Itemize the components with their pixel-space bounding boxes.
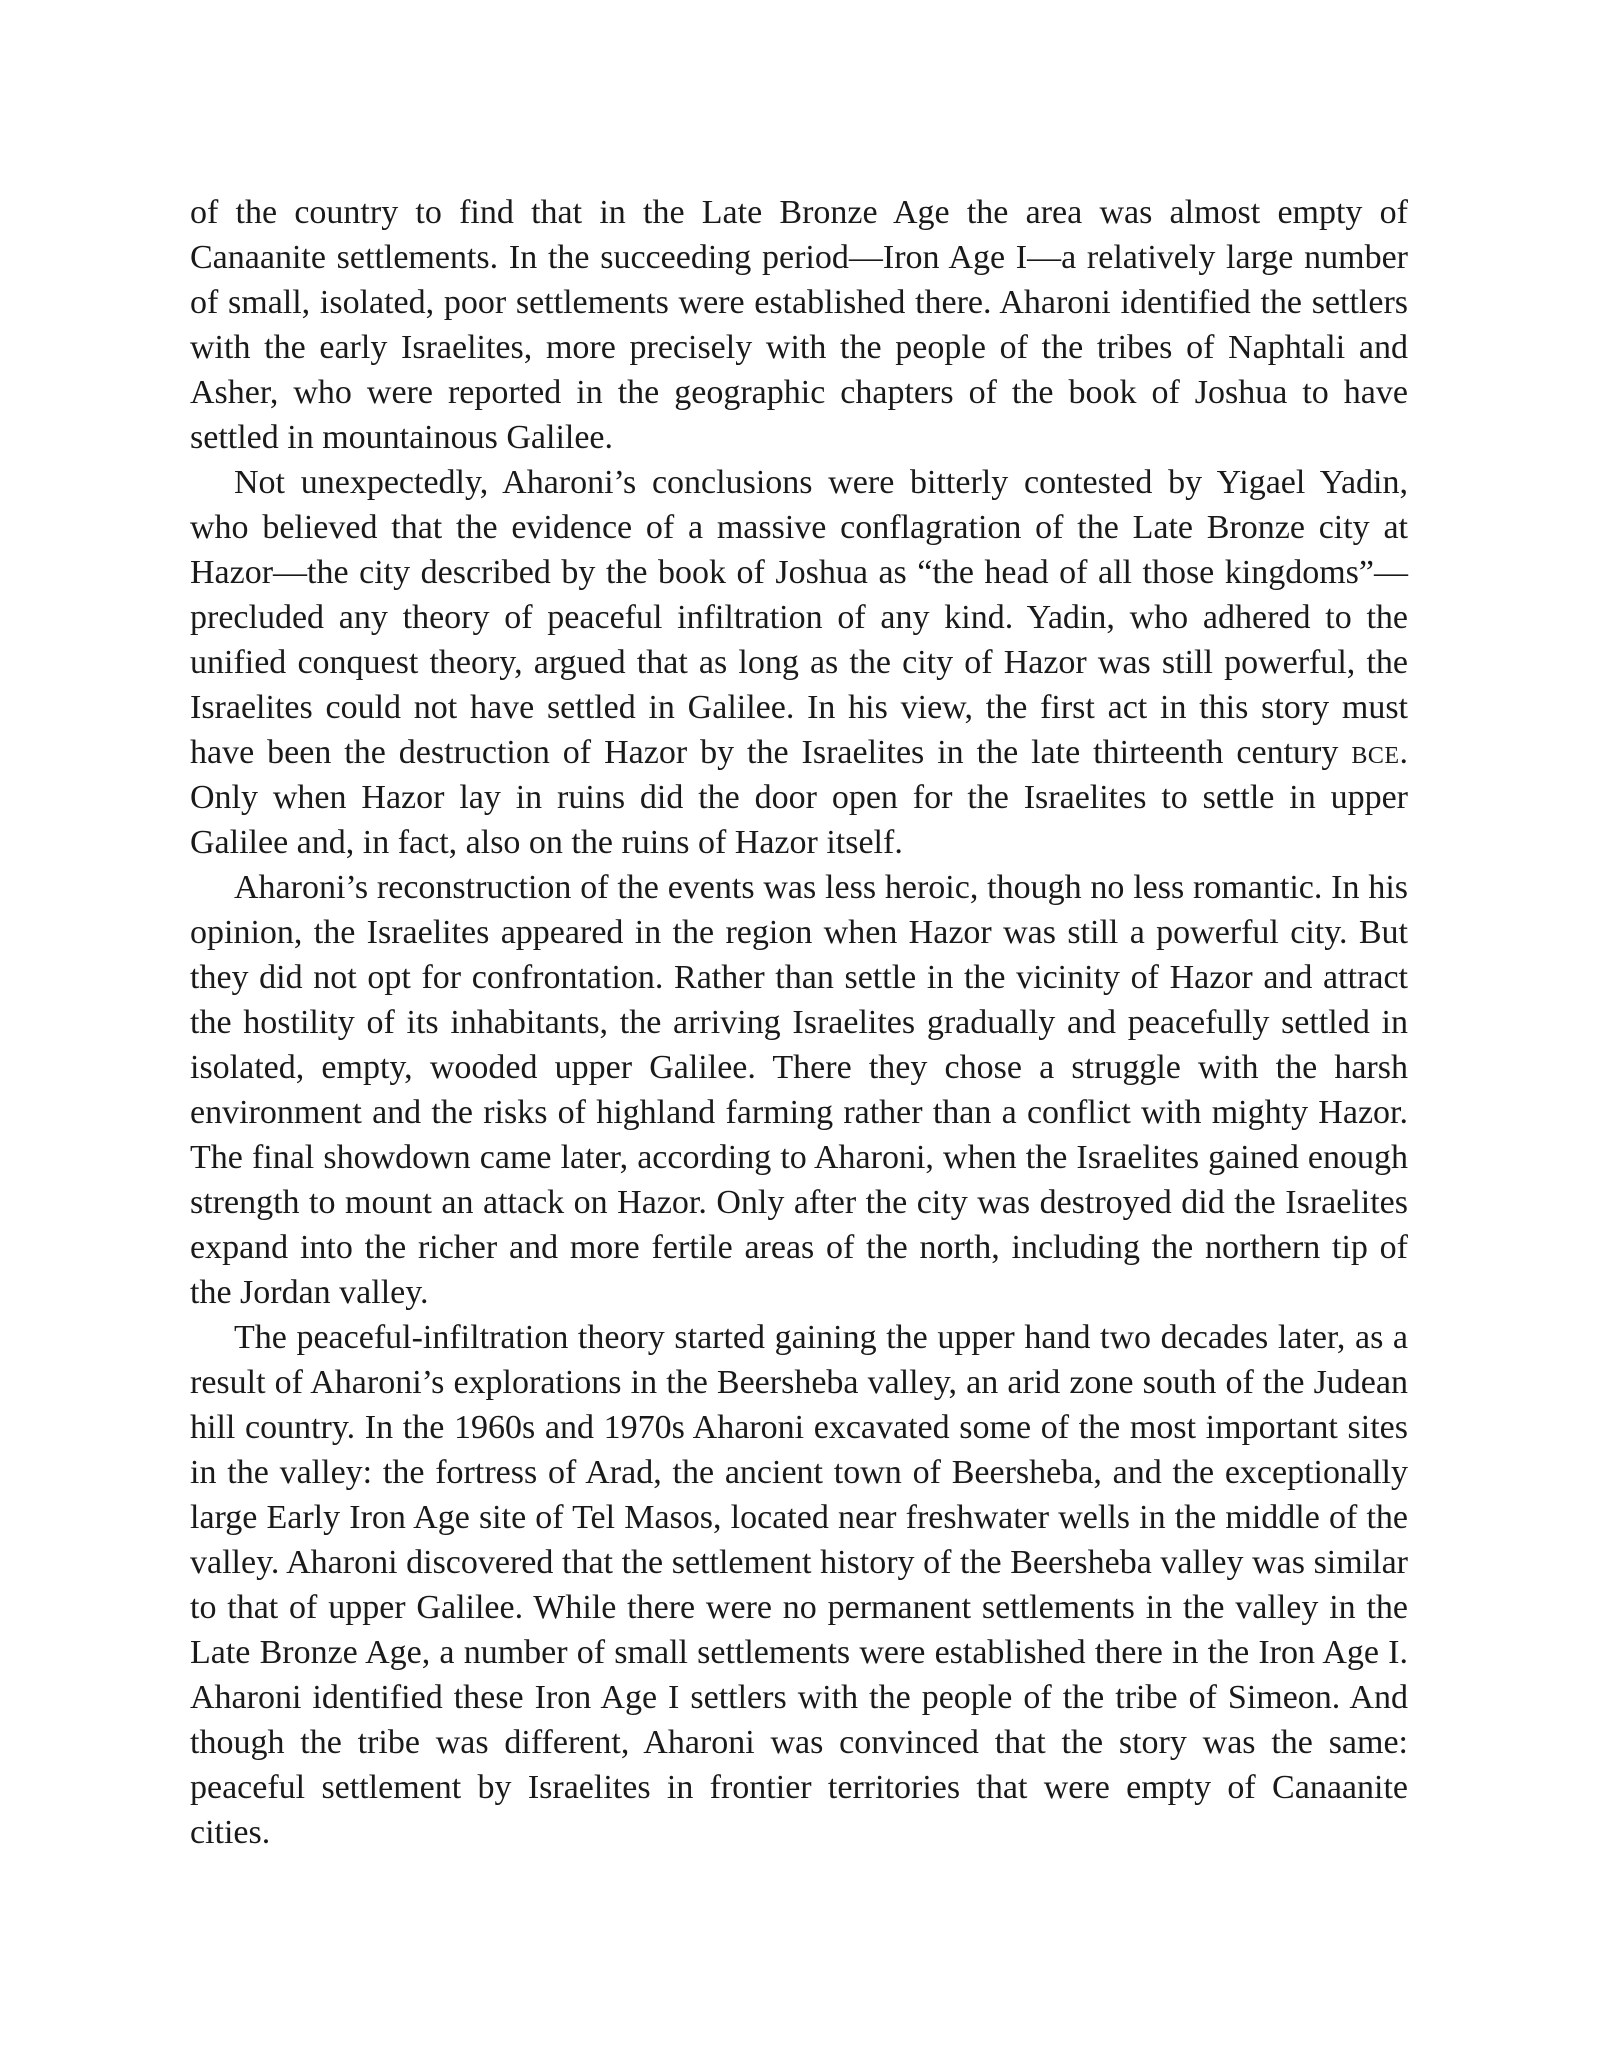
era-abbreviation: bce — [1351, 734, 1400, 771]
paragraph-peaceful-infiltration: The peaceful-infiltration theory started gaining the upper hand two decades later, as a result of Aharoni’s explorations in the Beersheba valley, an arid zone south of the Judean hill country. In the 1960s and 1970s Aharoni excavated some of the most important sites in the valley: the fortress of Arad, the ancient town of Beersheba, and the exceptionally large Early Iron Age site of Tel Masos, located near freshwater wells in the middle of the valley. Aharoni discovered that the settlement history of the Beersheba valley was similar to that of upper Galilee. While there were no permanent settlements in the valley in the Late Bronze Age, a number of small settlements were established there in the Iron Age I. Aharoni identified these Iron Age I settlers with the people of the tribe of Simeon. And though the tribe was different, Aharoni was convinced that the story was the same: peaceful settlement by Israelites in frontier territories that were empty of Canaanite cities. — [190, 1319, 1408, 1851]
page-body — [190, 190, 1408, 1855]
paragraph-yadin — [190, 460, 1408, 865]
paragraph-yadin-text-after: . Only when Hazor lay in ruins did the door open for the Israelites to settle in upper Galilee and, in fact, also on the ruins of Hazor itself. — [190, 734, 1408, 861]
paragraph-yadin-text-before: Not unexpectedly, Aharoni’s conclusions were bitterly contested by Yigael Yadin, who believed that the evidence of a massive conflagration of the Late Bronze city at Hazor—the city described by the book of Joshua as “the head of all those kingdoms”—precluded any theory of peaceful infiltration of any kind. Yadin, who adhered to the unified conquest theory, argued that as long as the city of Hazor was still powerful, the Israelites could not have settled in Galilee. In his view, the first act in this story must have been the destruction of Hazor by the Israelites in the late thirteenth century — [190, 464, 1408, 771]
paragraph-continuation: of the country to find that in the Late Bronze Age the area was almost empty of Canaanite settlements. In the succeeding period—Iron Age I—a relatively large number of small, isolated, poor settlements were established there. Aharoni identified the settlers with the early Israelites, more precisely with the people of the tribes of Naphtali and Asher, who were reported in the geographic chapters of the book of Joshua to have settled in mountainous Galilee. — [190, 194, 1408, 456]
paragraph-aharoni-reconstruction: Aharoni’s reconstruction of the events was less heroic, though no less romantic. In his opinion, the Israelites appeared in the region when Hazor was still a powerful city. But they did not opt for confrontation. Rather than settle in the vicinity of Hazor and attract the hostility of its inhabitants, the arriving Israelites gradually and peacefully settled in isolated, empty, wooded upper Galilee. There they chose a struggle with the harsh environment and the risks of highland farming rather than a conflict with mighty Hazor. The final showdown came later, according to Aharoni, when the Israelites gained enough strength to mount an attack on Hazor. Only after the city was destroyed did the Israelites expand into the richer and more fertile areas of the north, including the northern tip of the Jordan valley. — [190, 869, 1408, 1311]
